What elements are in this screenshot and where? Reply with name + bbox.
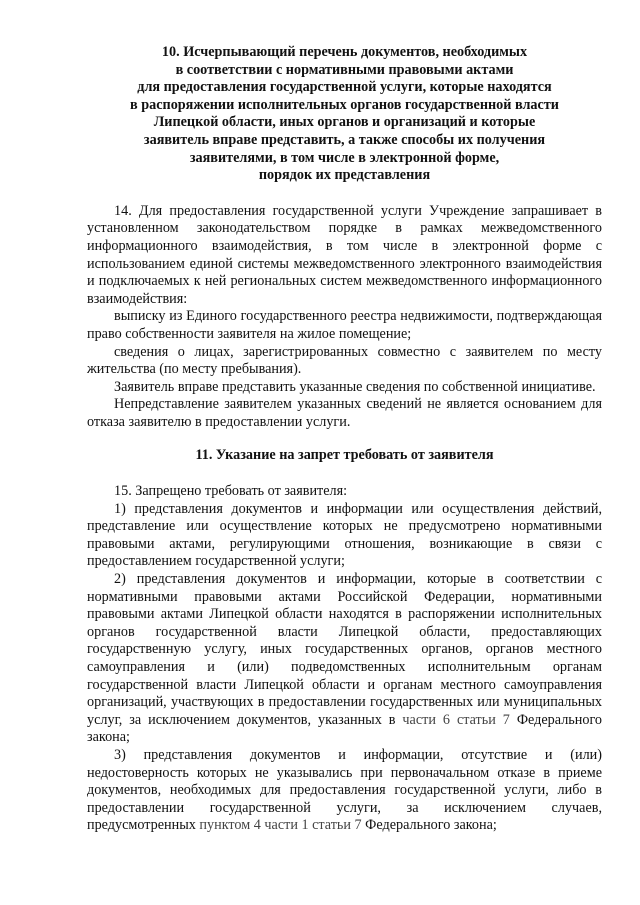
heading-line: Липецкой области, иных органов и организаций и которые — [153, 114, 536, 131]
paragraph-item-2 — [87, 571, 602, 747]
paragraph-non-submission: Непредставление заявителем указанных сведений не является основанием для отказа заявителю в предоставлении услуги. — [87, 396, 602, 430]
heading-line: в соответствии с нормативными правовыми актами — [175, 61, 514, 78]
heading-line: в распоряжении исполнительных органов государственной власти — [130, 96, 559, 113]
heading-line: для предоставления государственной услуги, которые находятся — [137, 79, 552, 96]
paragraph-item-1: 1) представления документов и информации или осуществления действий, представление или осуществление которых не предусмотрено нормативными правовыми актами, регулирующими отношения, возникающие в связи с предоставлением государственной услуги; — [87, 500, 602, 570]
paragraph-own-initiative: Заявитель вправе представить указанные сведения по собственной инициативе. — [114, 378, 596, 395]
law-reference-link[interactable]: пунктом 4 части 1 статьи 7 — [199, 817, 362, 834]
heading-line: порядок их представления — [258, 167, 431, 184]
section-10-heading — [87, 44, 602, 185]
paragraph-item-3 — [87, 747, 602, 835]
item-3-text: 3) представления документов и информации, отсутствие и (или) недостоверность которых не указывались при первоначальном отказе в приеме документов, необходимых для предоставления государственной услуги, либо в предоставлении государственной услуги, за исключением случаев, предусмотренных — [87, 746, 602, 834]
item-3-tail: Федерального закона; — [361, 817, 497, 834]
paragraph-14: 14. Для предоставления государственной услуги Учреждение запрашивает в установленном законодательством порядке в рамках межведомственного информационного взаимодействия, в том числе в электронной форме с использованием единой системы межведомственного электронного взаимодействия и подключаемых к ней региональных систем межведомственного информационного взаимодействия: — [87, 202, 602, 307]
law-reference-link[interactable]: части 6 статьи 7 — [402, 711, 510, 728]
heading-line: заявителями, в том числе в электронной форме, — [189, 149, 500, 166]
section-11-heading: 11. Указание на запрет требовать от заявителя — [195, 447, 494, 464]
paragraph-registry-extract: выписку из Единого государственного реестра недвижимости, подтверждающая право собственности заявителя на жилое помещение; — [87, 308, 602, 342]
heading-line: заявитель вправе представить, а также способы их получения — [143, 131, 546, 148]
item-2-text: 2) представления документов и информации, которые в соответствии с нормативными правовыми актами Российской Федерации, нормативными правовыми актами Липецкой области находятся в распоряжении исполнительных органов государственной власти Липецкой области, предоставляющих государственную услугу, иных государственных органов, органов местного самоуправления и (или) подведомственных исполнительным органам государственной власти Липецкой области и органам местного самоуправления организаций, участвующих в предоставлении государственных или муниципальных услуг, за исключением документов, указанных в — [87, 571, 602, 728]
item-2-tail: Федерального закона; — [87, 711, 602, 746]
document-page — [87, 44, 602, 835]
paragraph-15-intro: 15. Запрещено требовать от заявителя: — [114, 483, 348, 500]
paragraph-registered-persons: сведения о лицах, зарегистрированных совместно с заявителем по месту жительства (по месту пребывания). — [87, 343, 602, 378]
heading-line: 10. Исчерпывающий перечень документов, необходимых — [161, 44, 528, 60]
